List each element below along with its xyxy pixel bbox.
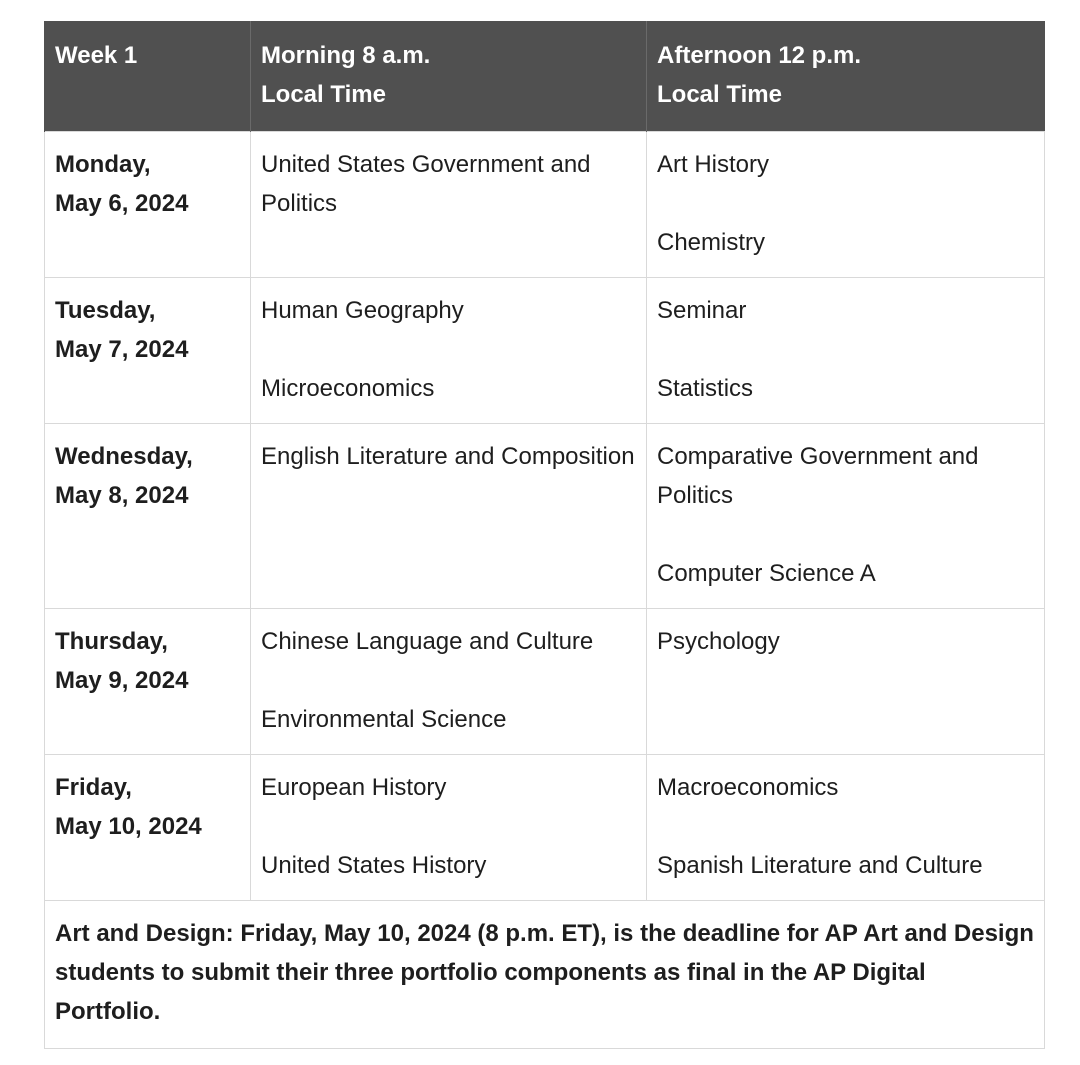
afternoon-cell xyxy=(647,424,1045,609)
exam-item: Chemistry xyxy=(657,229,766,256)
exam-item: United States History xyxy=(261,852,487,879)
day-date: May 6, 2024 xyxy=(55,190,189,217)
day-date: May 10, 2024 xyxy=(55,813,202,840)
exam-item: Computer Science A xyxy=(657,560,876,587)
day-name: Wednesday, xyxy=(55,443,193,470)
exam-item: Chinese Language and Culture xyxy=(261,628,594,655)
exam-item: Macroeconomics xyxy=(657,774,839,801)
day-date: May 8, 2024 xyxy=(55,482,189,509)
note-label: Art and Design: xyxy=(55,920,234,947)
day-date: May 9, 2024 xyxy=(55,667,189,694)
table-row xyxy=(45,609,1045,755)
exam-item: English Literature and Composition xyxy=(261,443,635,470)
art-design-note xyxy=(45,901,1045,1049)
header-morning xyxy=(251,21,647,132)
header-row xyxy=(45,21,1045,132)
day-name: Tuesday, xyxy=(55,297,156,324)
exam-item: Human Geography xyxy=(261,297,464,324)
header-afternoon-line2: Local Time xyxy=(657,81,782,108)
exam-item: Statistics xyxy=(657,375,754,402)
morning-cell xyxy=(251,278,647,424)
morning-cell xyxy=(251,424,647,609)
day-cell xyxy=(45,424,251,609)
header-week-label: Week 1 xyxy=(55,42,138,69)
exam-item: Spanish Literature and Culture xyxy=(657,852,983,879)
table-row xyxy=(45,132,1045,278)
day-cell xyxy=(45,278,251,424)
morning-cell xyxy=(251,609,647,755)
exam-schedule-table xyxy=(44,21,1045,1049)
day-cell xyxy=(45,132,251,278)
afternoon-cell xyxy=(647,132,1045,278)
note-text: Friday, May 10, 2024 (8 p.m. ET), is the deadline for AP Art and Design students to submit their three portfolio components as final in the AP Digital Portfolio. xyxy=(55,920,1034,1025)
table-row xyxy=(45,278,1045,424)
header-afternoon-line1: Afternoon 12 p.m. xyxy=(657,42,862,69)
exam-item: United States Government and Politics xyxy=(261,151,591,217)
afternoon-cell xyxy=(647,755,1045,901)
exam-item: Comparative Government and Politics xyxy=(657,443,979,509)
table-row xyxy=(45,755,1045,901)
exam-item: European History xyxy=(261,774,447,801)
note-row xyxy=(45,901,1045,1049)
header-afternoon xyxy=(647,21,1045,132)
day-cell xyxy=(45,609,251,755)
morning-cell xyxy=(251,132,647,278)
morning-cell xyxy=(251,755,647,901)
afternoon-cell xyxy=(647,609,1045,755)
exam-item: Art History xyxy=(657,151,770,178)
day-date: May 7, 2024 xyxy=(55,336,189,363)
table-row xyxy=(45,424,1045,609)
day-name: Monday, xyxy=(55,151,151,178)
header-week xyxy=(45,21,251,132)
header-morning-line1: Morning 8 a.m. xyxy=(261,42,431,69)
header-morning-line2: Local Time xyxy=(261,81,386,108)
day-name: Thursday, xyxy=(55,628,168,655)
exam-item: Environmental Science xyxy=(261,706,507,733)
exam-item: Microeconomics xyxy=(261,375,435,402)
day-name: Friday, xyxy=(55,774,132,801)
afternoon-cell xyxy=(647,278,1045,424)
exam-item: Seminar xyxy=(657,297,747,324)
exam-item: Psychology xyxy=(657,628,780,655)
day-cell xyxy=(45,755,251,901)
